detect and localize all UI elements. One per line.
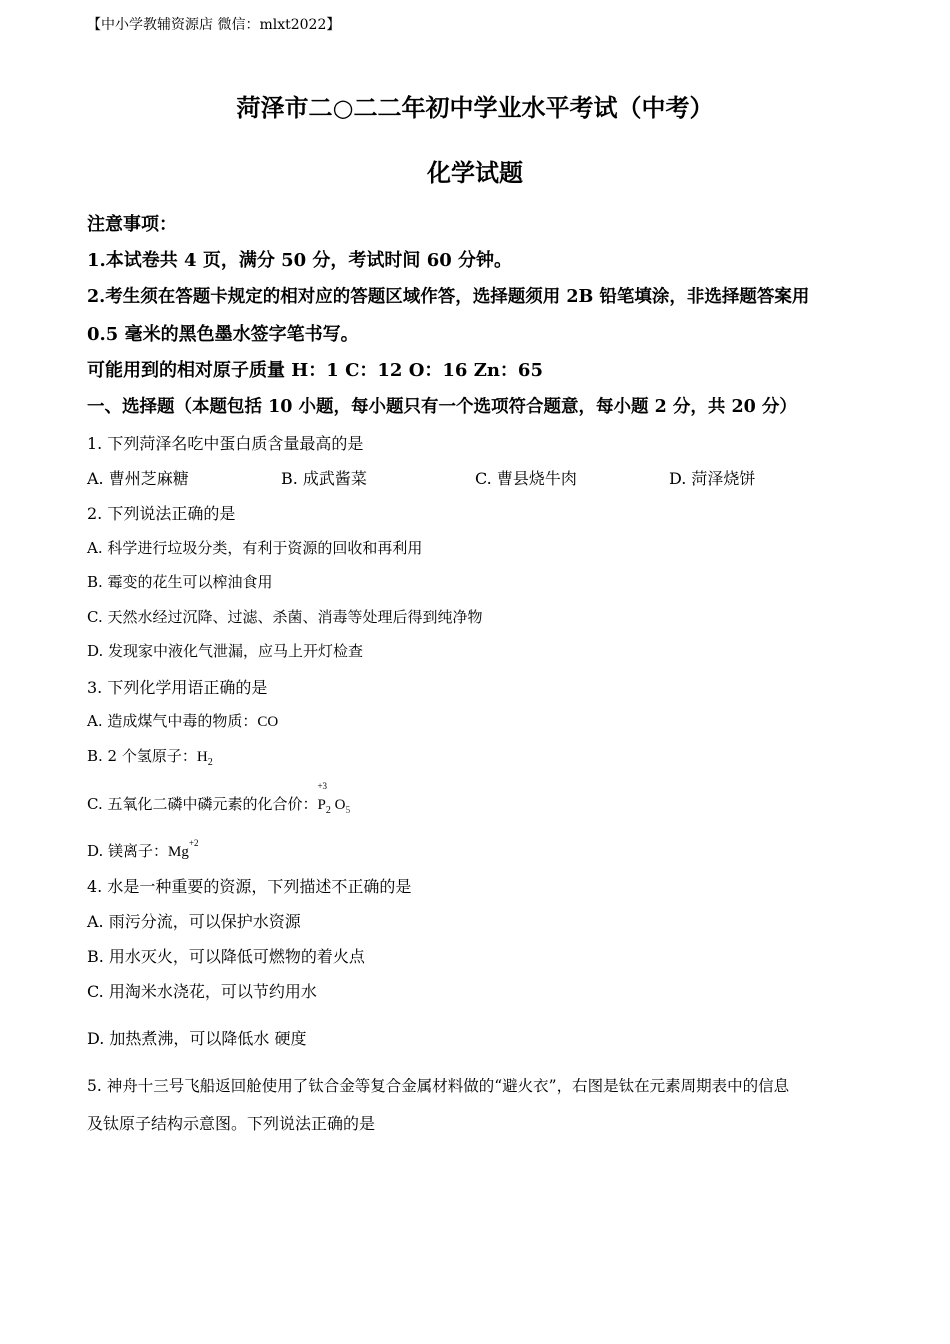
notes-line-1: 1.本试卷共 4 页，满分 50 分，考试时间 60 分钟。 [87,250,513,271]
question-3-option-b-text: B. 2 个氢原子： [87,747,197,765]
question-1-option-b: B. 成武酱菜 [281,469,367,488]
exam-subtitle: 化学试题 [427,158,523,187]
h2-formula: H [196,749,208,765]
question-2-option-a: A. 科学进行垃圾分类，有利于资源的回收和再利用 [87,539,423,557]
page-header: 【中小学教辅资源店 微信：mlxt2022】 [87,17,341,33]
p2o5-p: P [317,797,326,813]
question-3-option-d-text: D. 镁离子： [87,842,169,860]
notes-line-2-cont: 0.5 毫米的黑色墨水签字笔书写。 [87,324,359,345]
question-4-option-a: A. 雨污分流，可以保护水资源 [87,912,301,931]
question-3-option-a-text: A. 造成煤气中毒的物质： [87,712,258,730]
question-1-option-c: C. 曹县烧牛肉 [475,469,577,488]
question-4-option-b: B. 用水灭火，可以降低可燃物的着火点 [87,947,365,966]
question-4-option-d: D. 加热煮沸，可以降低水 硬度 [87,1029,307,1048]
notes-line-2: 2.考生须在答题卡规定的相对应的答题区域作答，选择题须用 2B 铅笔填涂，非选择题答案用 [87,287,810,307]
question-1-option-d: D. 菏泽烧饼 [669,469,756,488]
h2-subscript: 2 [207,757,213,768]
p2o5-charge: +3 [317,781,328,791]
mg-formula: Mg [168,844,189,860]
p2o5-p-sub: 2 [325,805,331,816]
notes-heading: 注意事项： [87,214,177,235]
question-1-stem: 1. 下列菏泽名吃中蛋白质含量最高的是 [87,434,364,453]
question-2-stem: 2. 下列说法正确的是 [87,504,236,523]
question-3-option-b [87,745,213,766]
question-1-option-a: A. 曹州芝麻糖 [87,469,189,488]
atomic-masses: 可能用到的相对原子质量 H：1 C：12 O：16 Zn：65 [87,360,543,381]
co-formula: CO [257,714,279,730]
question-4-option-c: C. 用淘米水浇花，可以节约用水 [87,982,317,1001]
question-5-stem-line-1: 5. 神舟十三号飞船返回舱使用了钛合金等复合金属材料做的“避火衣”，右图是钛在元素周期表中的信息 [87,1077,790,1095]
mg-charge: +2 [188,838,199,848]
p2o5-formula [317,781,351,816]
section-heading: 一、选择题（本题包括 10 小题，每小题只有一个选项符合题意，每小题 2 分，共 20 分） [87,397,797,417]
exam-title: 菏泽市二○二二年初中学业水平考试（中考） [236,93,714,122]
p2o5-o: O [334,797,346,813]
question-3-option-c-text: C. 五氧化二磷中磷元素的化合价： [87,795,318,813]
question-2-option-b: B. 霉变的花生可以榨油食用 [87,573,273,591]
question-3-option-a [87,710,278,731]
question-2-option-d: D. 发现家中液化气泄漏，应马上开灯检查 [87,642,364,660]
question-5-stem-line-2: 及钛原子结构示意图。下列说法正确的是 [87,1114,376,1133]
question-2-option-c: C. 天然水经过沉降、过滤、杀菌、消毒等处理后得到纯净物 [87,608,483,626]
p2o5-o-sub: 5 [345,805,351,816]
question-3-option-d [87,840,198,861]
question-4-stem: 4. 水是一种重要的资源，下列描述不正确的是 [87,877,412,896]
question-3-stem: 3. 下列化学用语正确的是 [87,678,268,697]
question-3-option-c [87,781,351,816]
